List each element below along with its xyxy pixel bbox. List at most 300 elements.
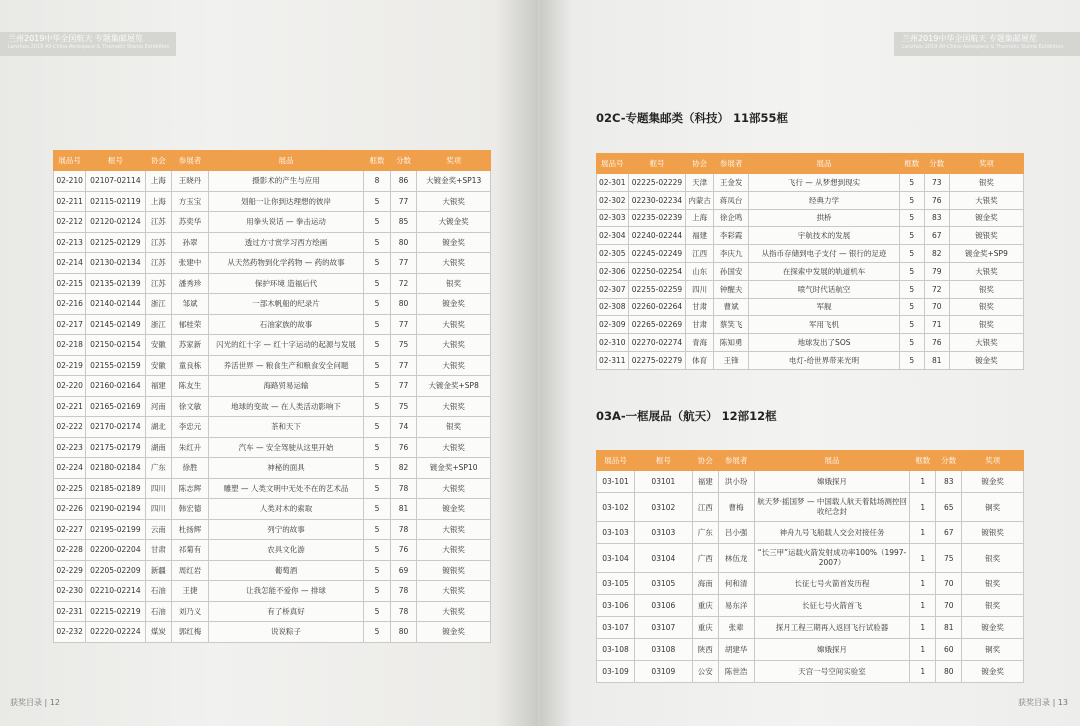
table-cell: 5 [364,560,391,581]
table-row [597,262,1024,280]
table-cell: 摄影术的产生与应用 [208,171,363,192]
column-header: 展品号 [54,151,86,171]
table-cell: 徐胜 [172,458,209,479]
column-header: 展品 [749,154,899,174]
table-cell: 02107-02114 [86,171,145,192]
right-page-header [894,32,1080,56]
table-cell: 胡建华 [718,639,754,661]
table-cell: 银奖 [962,544,1024,573]
table-cell: 77 [390,253,417,274]
column-header: 协会 [692,451,718,471]
table-cell: 03-106 [597,595,635,617]
table-cell: 甘肃 [686,298,714,316]
table-cell: 02-227 [54,519,86,540]
table-cell: 02-304 [597,227,629,245]
table-cell: 02-213 [54,232,86,253]
table-cell: 划船一让你到达理想的彼岸 [208,191,363,212]
table-cell: 83 [924,209,949,227]
table-cell: 5 [364,519,391,540]
table-cell: 银奖 [949,174,1023,192]
table-cell: 60 [936,639,962,661]
table-cell: 镀银奖 [962,522,1024,544]
table-cell: 苏家新 [172,335,209,356]
table-cell: 03-103 [597,522,635,544]
table-cell: 甘肃 [145,540,172,561]
table-cell: 78 [390,581,417,602]
table-cell: 煤炭 [145,622,172,643]
table-cell: 02-221 [54,396,86,417]
table-row [54,376,491,397]
awards-table-03a [596,450,1024,683]
table-cell: 葡萄酒 [208,560,363,581]
table-cell: 广西 [692,544,718,573]
table-row [54,560,491,581]
column-header: 参展者 [713,154,748,174]
table-row [597,209,1024,227]
table-row [54,273,491,294]
table-row [597,471,1024,493]
table-cell: 镀金奖 [417,294,491,315]
table-cell: 四川 [145,499,172,520]
table-cell: 孙翠 [172,232,209,253]
table-cell: 02-223 [54,437,86,458]
column-header: 框号 [86,151,145,171]
table-cell: 重庆 [692,617,718,639]
table-cell: 5 [899,334,924,352]
table-cell: 02-212 [54,212,86,233]
table-cell: 5 [364,540,391,561]
table-cell: 李庆九 [713,245,748,263]
table-cell: 02-232 [54,622,86,643]
table-cell: 5 [364,458,391,479]
table-cell: 邹斌 [172,294,209,315]
column-header: 展品号 [597,154,629,174]
table-cell: 02-216 [54,294,86,315]
table-cell: 人类对木的索取 [208,499,363,520]
table-cell: 02115-02119 [86,191,145,212]
table-cell: 镀银奖 [417,560,491,581]
table-cell: 76 [390,437,417,458]
table-cell: 喷气时代话航空 [749,280,899,298]
table-cell: 列宁的故事 [208,519,363,540]
table-cell: 86 [390,171,417,192]
table-cell: 02130-02134 [86,253,145,274]
table-cell: 72 [924,280,949,298]
section-title-03a: 03A-一框展品（航天） 12部12框 [596,409,777,423]
table-cell: 安徽 [145,355,172,376]
table-row [597,493,1024,522]
table-cell: 65 [936,493,962,522]
table-cell: 03109 [634,661,692,683]
table-cell: 上海 [145,171,172,192]
table-cell: 一部木帆船的纪录片 [208,294,363,315]
table-cell: 郭红梅 [172,622,209,643]
table-row [54,232,491,253]
table-cell: 周红岩 [172,560,209,581]
table-cell: 80 [936,661,962,683]
awards-table-02c [596,153,1024,370]
table-row [597,544,1024,573]
table-cell: 03108 [634,639,692,661]
table-cell: 02-224 [54,458,86,479]
table-cell: 82 [924,245,949,263]
table-row [597,595,1024,617]
table-cell: 03101 [634,471,692,493]
table-cell: 电灯-给世界带来光明 [749,351,899,369]
table-cell: 02-230 [54,581,86,602]
table-cell: 祁菊有 [172,540,209,561]
table-header-row [54,151,491,171]
table-row [597,174,1024,192]
table-cell: 02-309 [597,316,629,334]
table-cell: 5 [899,191,924,209]
table-cell: 82 [390,458,417,479]
table-cell: 71 [924,316,949,334]
table-cell: 江苏 [145,212,172,233]
table-cell: 5 [364,478,391,499]
table-cell: 神秘的面具 [208,458,363,479]
table-cell: 02270-02274 [628,334,686,352]
table-cell: 徐文敏 [172,396,209,417]
table-cell: 重庆 [692,595,718,617]
table-cell: 02-210 [54,171,86,192]
table-cell: 曹梅 [718,493,754,522]
table-cell: 76 [390,540,417,561]
table-cell: 5 [364,191,391,212]
table-cell: 雕塑 — 人类文明中无处不在的艺术品 [208,478,363,499]
table-cell: 苏奕华 [172,212,209,233]
table-cell: 02-303 [597,209,629,227]
table-cell: 5 [899,174,924,192]
table-cell: 长征七号火箭首飞 [754,595,910,617]
table-cell: 镀金奖 [962,661,1024,683]
column-header: 奖项 [949,154,1023,174]
table-cell: 74 [390,417,417,438]
table-cell: 养活世界 — 粮食生产和粮食安全问题 [208,355,363,376]
column-header: 框数 [364,151,391,171]
table-cell: 5 [899,262,924,280]
table-cell: 韩宏德 [172,499,209,520]
table-cell: 77 [390,314,417,335]
table-cell: 茶和天下 [208,417,363,438]
table-cell: 02210-02214 [86,581,145,602]
table-cell: 77 [390,355,417,376]
table-cell: 宇航技术的发展 [749,227,899,245]
table-cell: 5 [899,316,924,334]
table-cell: 03104 [634,544,692,573]
table-cell: 02-220 [54,376,86,397]
table-cell: 80 [390,294,417,315]
table-row [597,191,1024,209]
table-cell: 从天然药物到化学药物 — 药的故事 [208,253,363,274]
table-cell: 银奖 [962,595,1024,617]
table-row [54,622,491,643]
table-row [54,396,491,417]
table-cell: 大银奖 [417,437,491,458]
table-cell: 易东洋 [718,595,754,617]
table-cell: 湖北 [145,417,172,438]
table-row [54,458,491,479]
table-cell: 镀金奖+SP10 [417,458,491,479]
right-page-footer: 获奖目录 | 13 [1018,698,1068,707]
table-cell: 让我怎能不爱你 — 排球 [208,581,363,602]
table-cell: 1 [910,595,936,617]
table-cell: 8 [364,171,391,192]
table-row [54,335,491,356]
table-row [54,601,491,622]
table-row [597,298,1024,316]
table-cell: 83 [936,471,962,493]
table-cell: 大银奖 [417,335,491,356]
table-cell: 5 [899,298,924,316]
table-cell: 大银奖 [417,581,491,602]
table-cell: 03106 [634,595,692,617]
table-cell: 镀金奖+SP9 [949,245,1023,263]
table-cell: 在探索中发展的轨道机车 [749,262,899,280]
table-cell: 陈志辉 [172,478,209,499]
table-cell: 张建中 [172,253,209,274]
table-row [597,573,1024,595]
table-cell: 镀金奖 [962,471,1024,493]
table-cell: 02175-02179 [86,437,145,458]
table-cell: 72 [390,273,417,294]
table-row [54,581,491,602]
table-cell: 5 [364,499,391,520]
table-cell: 02-214 [54,253,86,274]
table-cell: 嫦娥探月 [754,639,910,661]
left-page-footer: 获奖目录 | 12 [10,698,60,707]
table-cell: 03-102 [597,493,635,522]
column-header: 分数 [924,154,949,174]
table-cell: 浙江 [145,314,172,335]
table-cell: 军舰 [749,298,899,316]
table-cell: 航天梦·摇国梦 — 中国载人航天着陆场测控回收纪念封 [754,493,910,522]
table-cell: 吕小强 [718,522,754,544]
table-row [54,478,491,499]
table-cell: 江苏 [145,232,172,253]
table-cell: 汽车 — 安全驾驶从这里开始 [208,437,363,458]
table-cell: 75 [390,335,417,356]
table-cell: 银奖 [949,316,1023,334]
table-cell: 70 [936,573,962,595]
table-cell: 镀金奖 [417,232,491,253]
column-header: 协会 [686,154,714,174]
right-header-subtitle: Lanzhou 2019 All-China Aerospace & Thematic Stamp Exhibition [902,44,1064,50]
table-cell: 甘肃 [686,316,714,334]
table-cell: 李忠元 [172,417,209,438]
table-row [597,245,1024,263]
table-cell: 02-228 [54,540,86,561]
table-row [597,617,1024,639]
table-cell: 02245-02249 [628,245,686,263]
table-cell: 69 [390,560,417,581]
table-cell: 85 [390,212,417,233]
table-cell: 02-226 [54,499,86,520]
table-cell: 02145-02149 [86,314,145,335]
table-cell: 从指币存储到电子支付 — 银行的足迹 [749,245,899,263]
table-cell: 透过方寸赏学习西方绘画 [208,232,363,253]
table-cell: 02260-02264 [628,298,686,316]
table-cell: 地球发出了SOS [749,334,899,352]
column-header: 框数 [910,451,936,471]
table-cell: 79 [924,262,949,280]
left-header-subtitle: Lanzhou 2019 All-China Aerospace & Thematic Stamp Exhibition [8,44,170,50]
table-cell: 67 [924,227,949,245]
table-cell: 张辈 [718,617,754,639]
table-cell: 孙国安 [713,262,748,280]
table-cell: 02215-02219 [86,601,145,622]
table-row [54,212,491,233]
left-header-title: 兰州2019中华全国航天 专题集邮展览 [8,34,143,43]
table-cell: 广东 [145,458,172,479]
table-cell: 大银奖 [417,355,491,376]
table-cell: 03107 [634,617,692,639]
table-cell: 80 [390,232,417,253]
table-row [54,294,491,315]
table-cell: 陕西 [692,639,718,661]
table-cell: 78 [390,519,417,540]
table-cell: 5 [364,294,391,315]
table-cell: 镀金奖 [417,499,491,520]
table-cell: 03-104 [597,544,635,573]
table-cell: 镀金奖 [962,617,1024,639]
table-cell: 1 [910,493,936,522]
table-cell: 02235-02239 [628,209,686,227]
table-cell: 大银奖 [417,601,491,622]
table-cell: 02240-02244 [628,227,686,245]
table-cell: 广东 [692,522,718,544]
table-cell: 5 [364,253,391,274]
table-cell: 02180-02184 [86,458,145,479]
table-header-row [597,451,1024,471]
table-cell: 02170-02174 [86,417,145,438]
table-cell: 石油家族的故事 [208,314,363,335]
table-cell: 大镀金奖+SP8 [417,376,491,397]
table-cell: 02255-02259 [628,280,686,298]
table-row [54,417,491,438]
table-cell: 陈知勇 [713,334,748,352]
table-cell: 陈世浩 [718,661,754,683]
table-cell: 02220-02224 [86,622,145,643]
table-cell: 王晓丹 [172,171,209,192]
table-cell: 1 [910,639,936,661]
column-header: 分数 [390,151,417,171]
table-cell: 02-218 [54,335,86,356]
table-cell: 5 [364,232,391,253]
table-cell: 75 [936,544,962,573]
table-cell: 5 [364,622,391,643]
table-cell: 农具文化游 [208,540,363,561]
table-cell: 洪小玢 [718,471,754,493]
table-cell: 78 [390,478,417,499]
table-cell: 02250-02254 [628,262,686,280]
table-cell: 02275-02279 [628,351,686,369]
table-cell: 03-101 [597,471,635,493]
table-cell: 江苏 [145,253,172,274]
table-cell: 03-105 [597,573,635,595]
table-cell: 海南 [692,573,718,595]
right-header-title: 兰州2019中华全国航天 专题集邮展览 [902,34,1037,43]
table-cell: 朱红升 [172,437,209,458]
table-cell: 大银奖 [949,334,1023,352]
table-cell: 5 [899,209,924,227]
table-cell: 02-222 [54,417,86,438]
table-cell: 02205-02209 [86,560,145,581]
table-cell: 02-225 [54,478,86,499]
table-cell: 徐企鸣 [713,209,748,227]
table-cell: 镀金奖 [417,622,491,643]
table-cell: 5 [364,417,391,438]
column-header: 展品 [208,151,363,171]
table-cell: 5 [899,245,924,263]
table-cell: 四川 [686,280,714,298]
table-cell: 1 [910,661,936,683]
table-cell: 5 [364,581,391,602]
column-header: 协会 [145,151,172,171]
table-cell: 02185-02189 [86,478,145,499]
table-cell: 75 [390,396,417,417]
table-cell: 大银奖 [417,478,491,499]
table-row [54,355,491,376]
table-cell: 有了桥真好 [208,601,363,622]
table-cell: 78 [390,601,417,622]
column-header: 分数 [936,451,962,471]
table-cell: 03-107 [597,617,635,639]
table-cell: 大镀金奖 [417,212,491,233]
column-header: 奖项 [962,451,1024,471]
table-cell: 银奖 [949,298,1023,316]
table-row [597,316,1024,334]
table-cell: 探月工程三期再入返回飞行试验器 [754,617,910,639]
table-row [54,540,491,561]
table-cell: 80 [390,622,417,643]
table-cell: 公安 [692,661,718,683]
column-header: 展品 [754,451,910,471]
column-header: 框号 [628,154,686,174]
table-cell: 5 [364,335,391,356]
table-cell: 02-219 [54,355,86,376]
table-cell: 江西 [686,245,714,263]
table-cell: 大银奖 [417,191,491,212]
table-cell: 镀金奖 [949,351,1023,369]
table-cell: 70 [924,298,949,316]
table-cell: 镀银奖 [949,227,1023,245]
table-cell: 何和清 [718,573,754,595]
table-cell: 嫦娥探月 [754,471,910,493]
table-cell: 02-310 [597,334,629,352]
table-cell: 银奖 [949,280,1023,298]
table-cell: 02-308 [597,298,629,316]
table-cell: 02160-02164 [86,376,145,397]
table-cell: 新疆 [145,560,172,581]
table-cell: 81 [390,499,417,520]
left-page-header [0,32,176,56]
table-cell: 大银奖 [417,519,491,540]
table-cell: 81 [924,351,949,369]
table-cell: 67 [936,522,962,544]
table-row [597,351,1024,369]
table-cell: 77 [390,191,417,212]
table-cell: 浙江 [145,294,172,315]
table-cell: 02265-02269 [628,316,686,334]
table-cell: 5 [364,396,391,417]
table-cell: 长征七号火箭首发历程 [754,573,910,595]
table-cell: 王金发 [713,174,748,192]
table-cell: 地球的变故 — 在人类活动影响下 [208,396,363,417]
table-cell: 02-301 [597,174,629,192]
table-row [597,334,1024,352]
table-cell: 03102 [634,493,692,522]
